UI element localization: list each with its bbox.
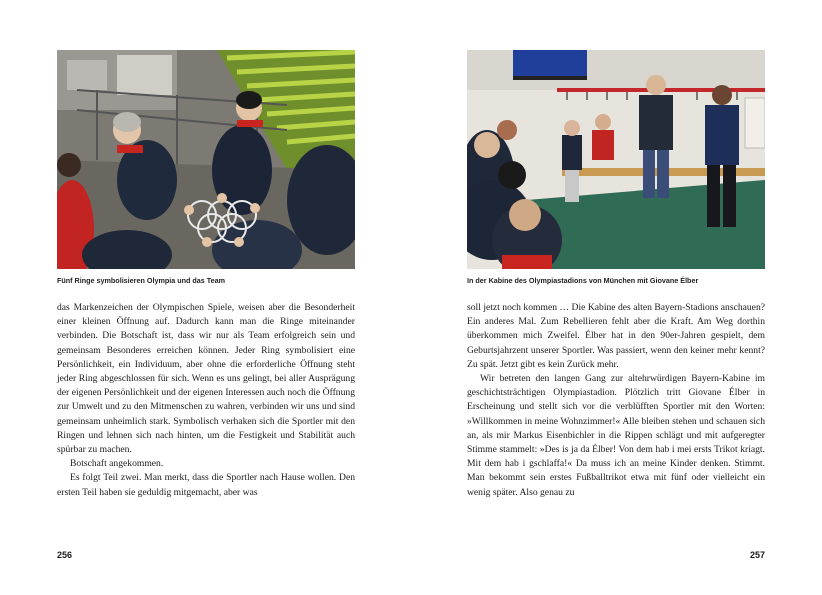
photo-olympic-rings-team — [57, 50, 355, 269]
photo-illustration-locker-room — [467, 50, 765, 269]
photo-caption: Fünf Ringe symbolisieren Olympia und das Team — [57, 276, 226, 285]
paragraph: Botschaft angekommen. — [70, 458, 164, 470]
page-number: 256 — [57, 550, 73, 560]
photo-illustration-rings — [57, 50, 355, 269]
paragraph: Wir betreten den langen Gang zur altehrwürdigen Bayern-Kabine im geschichtsträchtigen Olympiastadion. Plötzlich tritt Giovane Élber in Erscheinung und stellt sich vor die verblüfften Sportler mit den Worten: »Willkommen in meine Wohnzimmer!« Alle bleiben stehen und schauen sich an, als mir Markus Eisenbichler in die Rippen schlägt und mit aufgeregter Stimme stammelt: »Des is ja da Élber! Von dem hab i mei ersts Trikot kriagt. Mit dem hab i gschlaffa!« Da muss ich an meine Kinder denken. Stimmt. Man bekommt sein erstes Fußballtrikot etwa mit fünf oder vielleicht ein wenig später. Also genau zu — [467, 373, 765, 498]
paragraph: das Markenzeichen der Olympischen Spiele, weisen aber die Besonderheit einer kleinen Öffnung auf. Dadurch kann man die Ringe miteinander verbinden. Die Botschaft ist, dass wir nur als Team erfolgreich sein und gemeinsam Besonderes erreichen können. Jeder Ring symbolisiert eine Persönlichkeit, ein Individuum, aber ohne die erforderliche Öffnung steht jeder Ring abgeschlossen für sich. Wenn es uns gelingt, bei aller Ausprägung der eigenen Persönlichkeit und der eigenen Interessen auch noch die Öffnung zur Umwelt und zu den Mitmenschen zu wahren, verbinden wir uns und sind gemeinsam unheimlich stark. Symbolisch verhaken sich die Sportler mit den Ringen und lehnen sich nach hinten, um die Festigkeit und Stabilität auch spürbar zu machen. — [57, 302, 355, 456]
body-text — [57, 301, 355, 500]
body-text — [467, 301, 765, 500]
right-page — [411, 0, 822, 595]
photo-locker-room — [467, 50, 765, 269]
photo-caption: In der Kabine des Olympiastadions von München mit Giovane Élber — [467, 276, 699, 285]
page-number: 257 — [750, 550, 766, 560]
paragraph: Es folgt Teil zwei. Man merkt, dass die Sportler nach Hause wollen. Den ersten Teil haben sie geduldig mitgemacht, aber was — [57, 472, 355, 498]
paragraph: soll jetzt noch kommen … Die Kabine des alten Bayern-Stadions anschauen? Ein anderes Mal. Zum Rebellieren fehlt aber die Kraft. Am Weg dorthin überkommen mich Zweifel. Élber hat in den 90er-Jahren gespielt, dem Geburtsjahrzent unserer Sportler. Was passiert, wenn den keiner mehr kennt? Zu spät. Jetzt gibt es kein Zurück mehr. — [467, 302, 765, 370]
